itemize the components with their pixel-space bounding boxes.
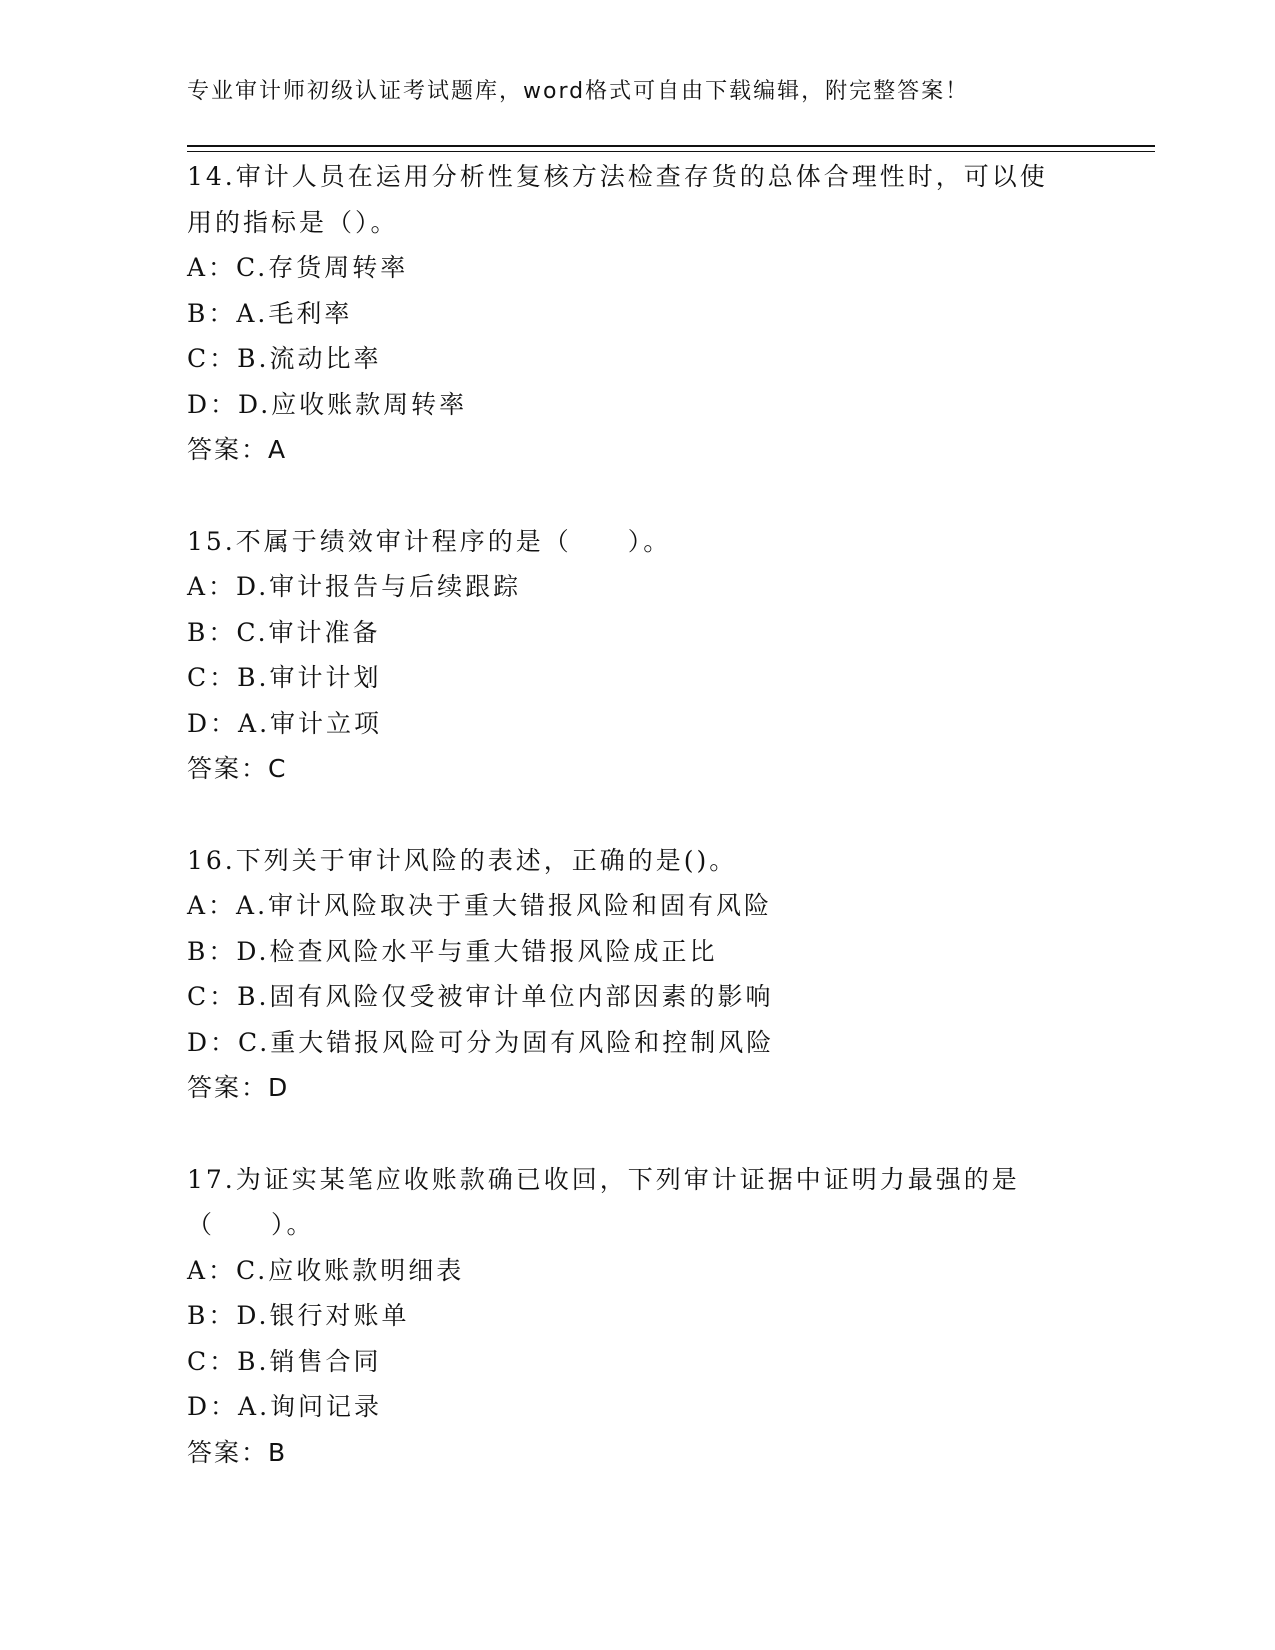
answer-line: 答案：B bbox=[187, 1437, 288, 1467]
option-b: B：D.检查风险水平与重大错报风险成正比 bbox=[187, 936, 718, 966]
option-a: A：D.审计报告与后续跟踪 bbox=[187, 572, 522, 601]
option-b: B：A.毛利率 bbox=[187, 298, 353, 328]
question-stem-line: 17.为证实某笔应收账款确已收回，下列审计证据中证明力最强的是 bbox=[187, 1164, 1020, 1194]
option-a: A：A.审计风险取决于重大错报风险和固有风险 bbox=[187, 891, 773, 920]
option-d: D：A.审计立项 bbox=[187, 708, 383, 738]
question-stem-line: 15.不属于绩效审计程序的是（ ）。 bbox=[187, 526, 672, 556]
question-list bbox=[187, 154, 1087, 1521]
option-a: A：C.应收账款明细表 bbox=[187, 1255, 465, 1285]
question-stem-line: 用的指标是（）。 bbox=[187, 207, 399, 237]
page-header-text: 专业审计师初级认证考试题库，word格式可自由下载编辑，附完整答案！ bbox=[187, 79, 970, 104]
option-b: B：C.审计准备 bbox=[187, 617, 381, 647]
option-c: C：B.销售合同 bbox=[187, 1346, 382, 1376]
question-14 bbox=[187, 154, 1087, 473]
option-d: D：D.应收账款周转率 bbox=[187, 389, 468, 419]
option-d: D：A.询问记录 bbox=[187, 1392, 383, 1421]
question-stem-line: 16.下列关于审计风险的表述，正确的是()。 bbox=[187, 845, 738, 875]
question-16 bbox=[187, 838, 1087, 1111]
option-c: C：B.固有风险仅受被审计单位内部因素的影响 bbox=[187, 982, 774, 1011]
question-17 bbox=[187, 1157, 1087, 1476]
answer-line: 答案：D bbox=[187, 1073, 290, 1102]
question-15 bbox=[187, 519, 1087, 792]
question-stem-line: （ ）。 bbox=[187, 1210, 315, 1239]
option-c: C：B.审计计划 bbox=[187, 663, 382, 692]
option-a: A：C.存货周转率 bbox=[187, 253, 409, 282]
option-d: D：C.重大错报风险可分为固有风险和控制风险 bbox=[187, 1027, 775, 1057]
answer-line: 答案：C bbox=[187, 754, 288, 783]
option-c: C：B.流动比率 bbox=[187, 344, 382, 373]
header-divider bbox=[187, 145, 1155, 152]
answer-line: 答案：A bbox=[187, 435, 288, 464]
option-b: B：D.银行对账单 bbox=[187, 1301, 410, 1330]
question-stem-line: 14.审计人员在运用分析性复核方法检查存货的总体合理性时，可以使 bbox=[187, 162, 1048, 191]
